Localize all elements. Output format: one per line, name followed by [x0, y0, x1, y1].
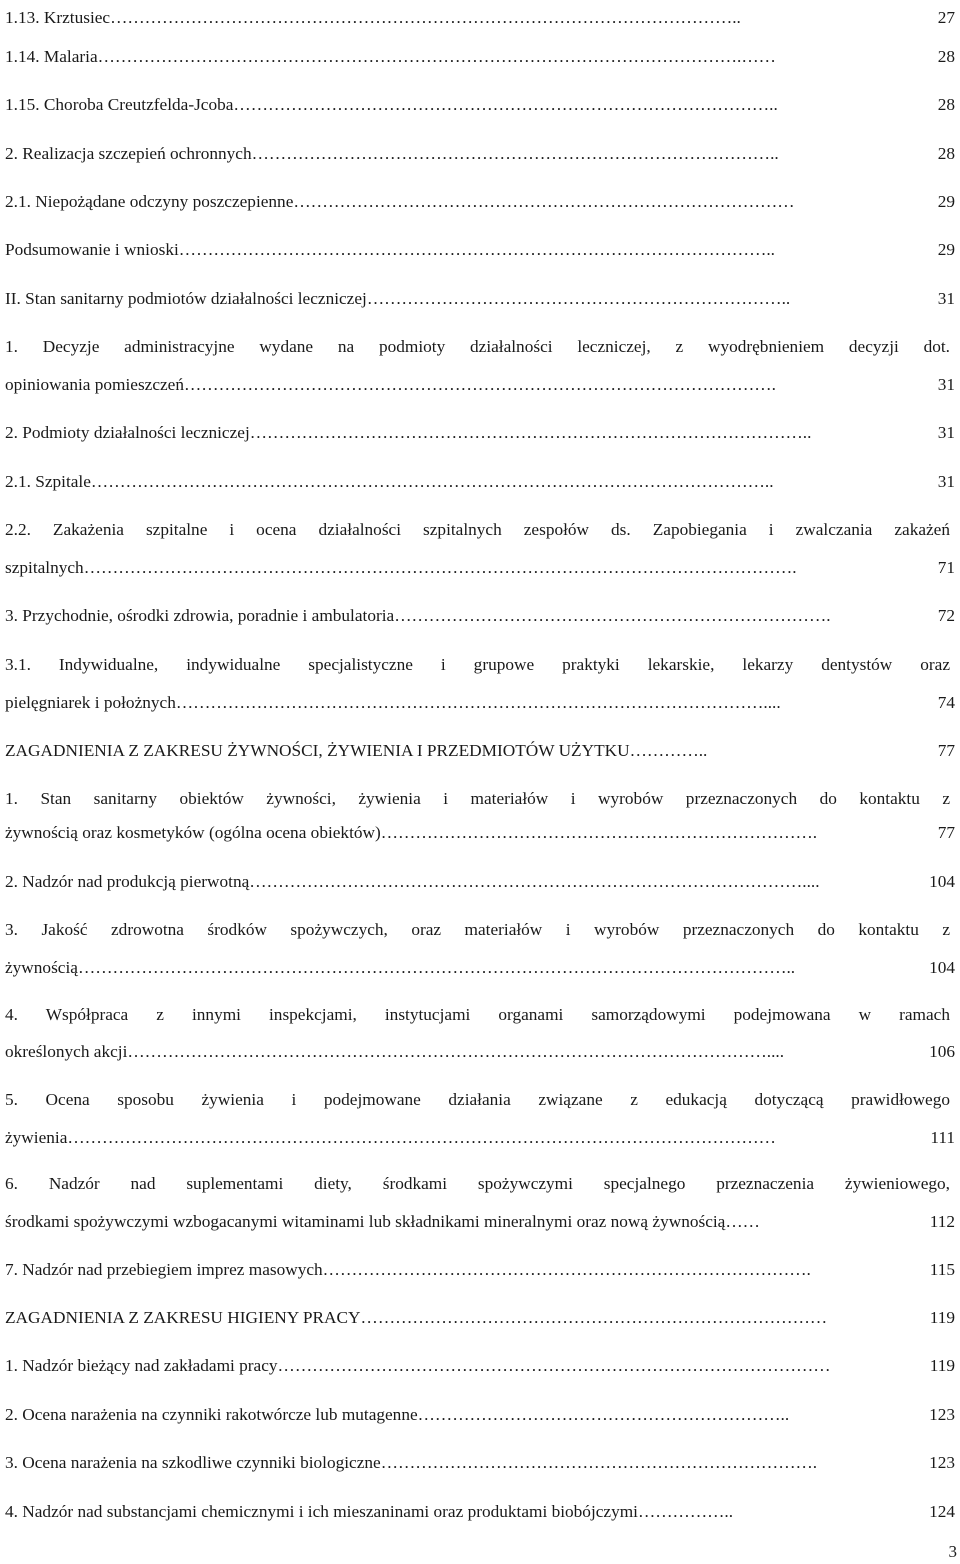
- toc-page-number: 77: [937, 823, 955, 842]
- toc-leader-dots: …………………………………………………………………………………………………………….: [83, 558, 797, 577]
- toc-entry-text: 5. Ocena sposobu żywienia i podejmowane działania związane z edukacją dotyczącą prawidłowego: [5, 1090, 950, 1109]
- toc-leader-dots: …………………………………………………………………………………………………....: [127, 1042, 785, 1061]
- toc-entry-text: 1. Stan sanitarny obiektów żywności, żywienia i materiałów i wyrobów przeznaczonych do kontaktu z: [5, 789, 950, 808]
- toc-page-number: 77: [937, 741, 955, 760]
- toc-entry: [5, 605, 955, 627]
- toc-entry: [5, 788, 955, 810]
- toc-leader-dots: …………..: [629, 741, 708, 760]
- toc-page-number: 29: [937, 192, 955, 211]
- toc-entry-title: szpitalnych: [5, 558, 84, 577]
- toc-entry: [5, 1089, 955, 1111]
- toc-leader-dots: …………………………………………………………………………………………....: [175, 693, 781, 712]
- toc-entry-text: 4. Współpraca z innymi inspekcjami, instytucjami organami samorządowymi podejmowana w ramach: [5, 1005, 950, 1024]
- toc-page-number: 31: [937, 289, 955, 308]
- toc-leader-dots: …………………………………………………………………………………..: [233, 95, 778, 114]
- toc-entry-title: 2. Nadzór nad produkcją pierwotną: [5, 872, 250, 891]
- toc-page-number: 119: [929, 1356, 955, 1375]
- toc-page-number: 124: [929, 1502, 955, 1521]
- toc-entry-title: 1. Nadzór bieżący nad zakładami pracy: [5, 1356, 278, 1375]
- toc-entry-title: 2. Ocena narażenia na czynniki rakotwórcze lub mutagenne: [5, 1405, 418, 1424]
- toc-entry-title: opiniowania pomieszczeń: [5, 375, 184, 394]
- toc-entry-title: 2.1. Niepożądane odczyny poszczepienne: [5, 192, 294, 211]
- toc-leader-dots: ………………………………………………………………………………………………….……: [97, 47, 776, 66]
- toc-entry: [5, 422, 955, 444]
- toc-entry: [5, 822, 955, 844]
- toc-leader-dots: ……………………………………………………………………………………………………………: [67, 1128, 776, 1147]
- toc-leader-dots: ………………………………………………………………..: [366, 289, 791, 308]
- toc-page-number: 123: [929, 1453, 955, 1472]
- toc-entry-title: 1.13. Krztusiec: [5, 8, 111, 27]
- toc-entry: [5, 374, 955, 396]
- toc-entry-title: środkami spożywczymi wzbogacanymi witaminami lub składnikami mineralnymi oraz nową żywnością: [5, 1212, 726, 1231]
- toc-leader-dots: ……………………………………………………………………………………: [277, 1356, 831, 1375]
- toc-leader-dots: ………………………………………………………………………………………….: [184, 375, 776, 394]
- toc-page-number: 28: [937, 144, 955, 163]
- toc-entry-text: 1. Decyzje administracyjne wydane na podmioty działalności leczniczej, z wyodrębnieniem decyzji dot.: [5, 337, 950, 356]
- toc-entry-title: II. Stan sanitarny podmiotów działalności leczniczej: [5, 289, 367, 308]
- toc-leader-dots: ………………………………………………………………….: [394, 606, 831, 625]
- toc-entry: [5, 1004, 955, 1026]
- toc-entry: [5, 692, 955, 714]
- toc-page-number: 115: [929, 1260, 955, 1279]
- toc-page-number: 119: [929, 1308, 955, 1327]
- toc-entry-title: ZAGADNIENIA Z ZAKRESU ŻYWNOŚCI, ŻYWIENIA I PRZEDMIOTÓW UŻYTKU: [5, 741, 630, 760]
- toc-entry-text: 3. Jakość zdrowotna środków spożywczych, oraz materiałów i wyrobów przeznaczonych do kontaktu z: [5, 920, 950, 939]
- toc-leader-dots: ………………………………………………………..: [417, 1405, 790, 1424]
- toc-entry-title: 1.14. Malaria: [5, 47, 98, 66]
- toc-entry-title: żywnością oraz kosmetyków (ogólna ocena obiektów): [5, 823, 381, 842]
- toc-entry: [5, 1307, 955, 1329]
- toc-entry: [5, 519, 955, 541]
- toc-entry: [5, 1259, 955, 1281]
- toc-entry-title: 3. Ocena narażenia na szkodliwe czynniki biologiczne: [5, 1453, 381, 1472]
- toc-entry: [5, 191, 955, 213]
- toc-entry: [5, 1173, 955, 1195]
- toc-entry: [5, 1404, 955, 1426]
- toc-page-number: 31: [937, 375, 955, 394]
- toc-entry: [5, 654, 955, 676]
- toc-entry-title: 2.1. Szpitale: [5, 472, 91, 491]
- toc-page-number: 31: [937, 472, 955, 491]
- toc-entry-title: 3. Przychodnie, ośrodki zdrowia, poradnie i ambulatoria: [5, 606, 395, 625]
- toc-page-number: 72: [937, 606, 955, 625]
- toc-entry-title: 2. Podmioty działalności leczniczej: [5, 423, 250, 442]
- toc-leader-dots: ………………………………………………………………………………..: [251, 144, 779, 163]
- toc-entry-title: żywnością: [5, 958, 78, 977]
- toc-entry: [5, 1452, 955, 1474]
- page-number: 3: [948, 1542, 957, 1561]
- toc-leader-dots: ………………………………………………………………….: [380, 1453, 818, 1472]
- toc-page-number: 123: [929, 1405, 955, 1424]
- toc-leader-dots: ……: [725, 1212, 760, 1231]
- toc-entry-title: 7. Nadzór nad przebiegiem imprez masowych: [5, 1260, 323, 1279]
- toc-page-number: 28: [937, 47, 955, 66]
- toc-entry: [5, 919, 955, 941]
- toc-leader-dots: ………………………………………………………………….: [380, 823, 818, 842]
- toc-page-number: 29: [937, 240, 955, 259]
- toc-page-number: 31: [937, 423, 955, 442]
- toc-entry: [5, 740, 955, 762]
- toc-leader-dots: ………………………………………………………………………………………………..: [110, 8, 741, 27]
- toc-entry: [5, 957, 955, 979]
- toc-leader-dots: ……………………………………………………………………………………………………………..: [77, 958, 796, 977]
- toc-entry-title: 4. Nadzór nad substancjami chemicznymi i ich mieszaninami oraz produktami biobójczymi: [5, 1502, 638, 1521]
- toc-entry-text: 3.1. Indywidualne, indywidualne specjalistyczne i grupowe praktyki lekarskie, lekarzy dentystów oraz: [5, 655, 950, 674]
- toc-entry-title: 2. Realizacja szczepień ochronnych: [5, 144, 252, 163]
- toc-entry-title: Podsumowanie i wnioski: [5, 240, 179, 259]
- toc-entry: [5, 46, 955, 68]
- toc-entry: [5, 336, 955, 358]
- toc-entry-title: ZAGADNIENIA Z ZAKRESU HIGIENY PRACY: [5, 1308, 361, 1327]
- toc-leader-dots: ……………………………………………………………………………………....: [249, 872, 820, 891]
- toc-entry: [5, 7, 955, 29]
- toc-entry: [5, 94, 955, 116]
- toc-entry-title: pielęgniarek i położnych: [5, 693, 176, 712]
- toc-entry: [5, 471, 955, 493]
- toc-leader-dots: ……………..: [637, 1502, 734, 1521]
- toc-page-number: 28: [937, 95, 955, 114]
- toc-entry-title: 1.15. Choroba Creutzfelda-Jcoba: [5, 95, 234, 114]
- toc-entry-title: żywienia: [5, 1128, 68, 1147]
- toc-entry: [5, 1355, 955, 1377]
- toc-entry: [5, 143, 955, 165]
- toc-entry: [5, 557, 955, 579]
- toc-entry: [5, 1501, 955, 1523]
- toc-entry: [5, 1127, 955, 1149]
- toc-entry: [5, 288, 955, 310]
- toc-leader-dots: ……………………………………………………………………………………..: [249, 423, 812, 442]
- toc-page-number: 111: [930, 1128, 955, 1147]
- toc-page-number: 104: [929, 872, 955, 891]
- toc-entry: [5, 239, 955, 261]
- toc-page-number: 71: [937, 558, 955, 577]
- toc-entry-text: 6. Nadzór nad suplementami diety, środkami spożywczymi specjalnego przeznaczenia żywieniowego,: [5, 1174, 950, 1193]
- toc-leader-dots: ………………………………………………………………………: [360, 1308, 828, 1327]
- toc-entry: [5, 871, 955, 893]
- toc-page-number: 104: [929, 958, 955, 977]
- toc-page-number: 27: [937, 8, 955, 27]
- toc-leader-dots: ……………………………………………………………………………: [293, 192, 795, 211]
- toc-page-number: 106: [929, 1042, 955, 1061]
- toc-leader-dots: …………………………………………………………………………………………..: [178, 240, 775, 259]
- toc-page-number: 74: [937, 693, 955, 712]
- toc-page-number: 112: [929, 1212, 955, 1231]
- toc-entry: [5, 1211, 955, 1233]
- toc-entry: [5, 1041, 955, 1063]
- toc-entry-text: 2.2. Zakażenia szpitalne i ocena działalności szpitalnych zespołów ds. Zapobiegania i zwalczania zakażeń: [5, 520, 950, 539]
- toc-leader-dots: ………………………………………………………………………………………………………..: [90, 472, 774, 491]
- toc-leader-dots: ………………………………………………………………………….: [322, 1260, 811, 1279]
- toc-entry-title: określonych akcji: [5, 1042, 128, 1061]
